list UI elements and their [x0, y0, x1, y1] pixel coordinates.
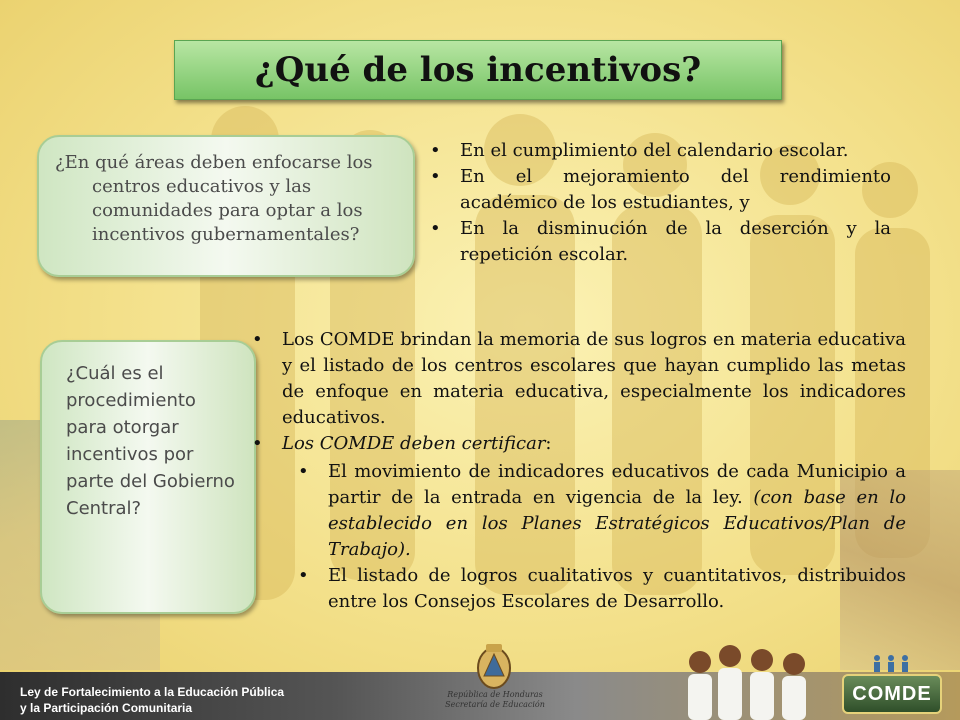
- list-item: • En el cumplimiento del calendario escolar.: [460, 138, 891, 164]
- certify-colon: :: [545, 433, 552, 454]
- sublist-item-text: El movimiento de indicadores educativos de cada Municipio a partir de la entrada en vigencia de la ley.: [328, 461, 906, 508]
- footer-line2: y la Participación Comunitaria: [20, 701, 193, 715]
- title-banner: [174, 40, 782, 100]
- slide-title: ¿Qué de los incentivos?: [254, 50, 702, 90]
- secretaria-label: [440, 690, 550, 710]
- list-item: • En la disminución de la deserción y la repetición escolar.: [460, 216, 891, 268]
- certify-sublist: [282, 459, 906, 615]
- sublist-item: • El listado de logros cualitativos y cuantitativos, distribuidos entre los Consejos Escolares de Desarrollo.: [328, 563, 906, 615]
- secretaria-line2: Secretaría de Educación: [445, 700, 545, 709]
- procedure-answer-list: [282, 327, 906, 615]
- footer-line1: Ley de Fortalecimiento a la Educación Pública: [20, 685, 285, 699]
- people-silhouette-icon: [872, 654, 910, 672]
- list-item: • Los COMDE brindan la memoria de sus logros en materia educativa y el listado de los centros escolares que hayan cumplido las metas de enfoque en materia educativa, especialmente los indicadores educativos.: [282, 327, 906, 431]
- secretaria-line1: República de Honduras: [447, 690, 543, 699]
- question-areas-text: ¿En qué áreas deben enfocarse los centros educativos y las comunidades para optar a los incentivos gubernamentales?: [55, 152, 373, 245]
- areas-answer-list: [460, 138, 891, 268]
- sublist-item: [328, 459, 906, 563]
- list-item-certify: [282, 431, 906, 615]
- students-photo: [680, 640, 830, 720]
- footer-law-title: [20, 684, 284, 716]
- certify-label: Los COMDE deben certificar: [282, 433, 546, 454]
- question-box-areas: [37, 135, 415, 277]
- sublist-item-note: (con base en lo establecido en los Planes Estratégicos Educativos/Plan de Trabajo).: [328, 487, 906, 560]
- question-procedure-text: ¿Cuál es el procedimiento para otorgar incentivos por parte del Gobierno Central?: [66, 363, 235, 519]
- comde-logo-icon: COMDE: [842, 674, 942, 714]
- list-item: • En el mejoramiento del rendimiento académico de los estudiantes, y: [460, 164, 891, 216]
- honduras-seal-icon: [472, 642, 516, 692]
- question-box-procedure: [40, 340, 256, 614]
